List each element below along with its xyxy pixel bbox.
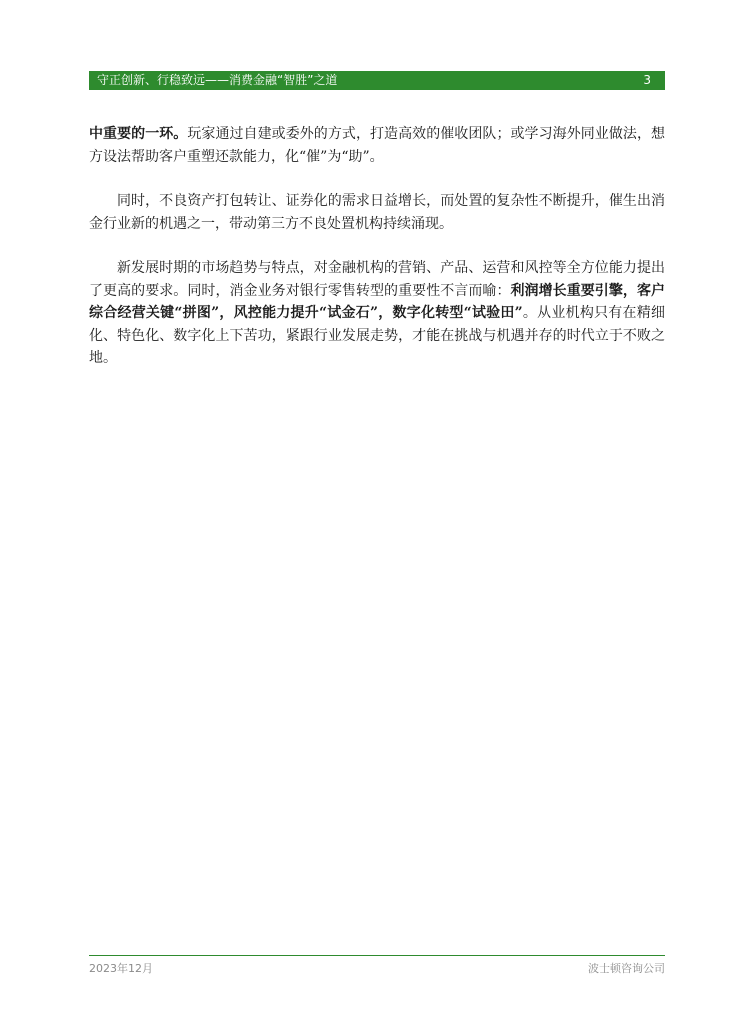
paragraph-3 xyxy=(89,257,665,370)
paragraph-1 xyxy=(89,123,665,168)
paragraph-1-bold: 中重要的一环。 xyxy=(89,126,188,142)
document-body xyxy=(89,123,665,392)
paragraph-1-text: 玩家通过自建或委外的方式，打造高效的催收团队；或学习海外同业做法，想方设法帮助客户重塑还款能力，化“催”为“助”。 xyxy=(89,126,666,165)
paragraph-2 xyxy=(89,190,665,235)
paragraph-2-text: 同时，不良资产打包转让、证券化的需求日益增长，而处置的复杂性不断提升，催生出消金行业新的机遇之一，带动第三方不良处置机构持续涌现。 xyxy=(89,193,665,232)
page-header-bar xyxy=(89,71,665,90)
page-number: 3 xyxy=(643,73,651,87)
header-title: 守正创新、行稳致远——消费金融“智胜”之道 xyxy=(97,73,338,87)
paragraph-3-text-after: 。从业机构只有在精细化、特色化、数字化上下苦功，紧跟行业发展走势，才能在挑战与机遇并存的时代立于不败之地。 xyxy=(89,305,665,366)
footer-date: 2023年12月 xyxy=(89,962,153,975)
paragraph-3-bold: 利润增长重要引擎，客户综合经营关键“拼图”，风控能力提升“试金石”，数字化转型“试验田” xyxy=(89,282,665,321)
footer-company: 波士顿咨询公司 xyxy=(588,962,665,975)
paragraph-3-text-before: 新发展时期的市场趋势与特点，对金融机构的营销、产品、运营和风控等全方位能力提出了更高的要求。同时，消金业务对银行零售转型的重要性不言而喻： xyxy=(89,260,665,299)
footer-divider xyxy=(89,955,665,956)
